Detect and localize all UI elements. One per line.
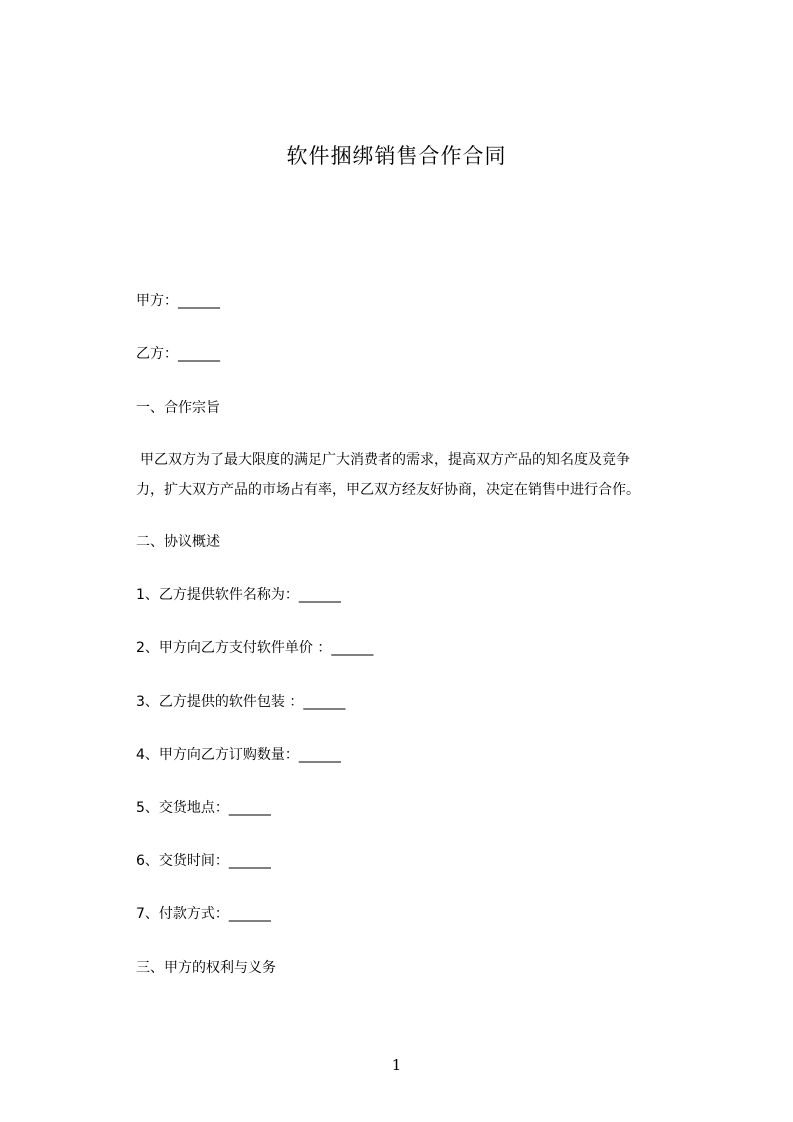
section-1-paragraph-line-2: 力，扩大双方产品的市场占有率，甲乙双方经友好协商，决定在销售中进行合作。 <box>136 482 640 498</box>
agreement-item-4: 4、甲方向乙方订购数量：______ <box>136 747 341 763</box>
agreement-item-5: 5、交货地点：______ <box>136 800 271 816</box>
section-1-heading: 一、合作宗旨 <box>136 400 220 416</box>
section-1-paragraph-line-1: 甲乙双方为了最大限度的满足广大消费者的需求，提高双方产品的知名度及竞争 <box>140 452 630 468</box>
agreement-item-6: 6、交货时间：______ <box>136 853 271 869</box>
section-3-heading: 三、甲方的权利与义务 <box>136 960 276 976</box>
agreement-item-1: 1、乙方提供软件名称为：______ <box>136 587 341 603</box>
party-b-line: 乙方：______ <box>136 346 220 362</box>
party-a-line: 甲方：______ <box>136 293 220 309</box>
page-number: 1 <box>391 1056 402 1074</box>
agreement-item-2: 2、甲方向乙方支付软件单价 ：______ <box>136 640 374 656</box>
agreement-item-7: 7、付款方式：______ <box>136 906 271 922</box>
document-title: 软件捆绑销售合作合同 <box>286 144 507 168</box>
section-2-heading: 二、协议概述 <box>136 534 220 550</box>
section-1-paragraph <box>136 445 666 505</box>
agreement-item-3: 3、乙方提供的软件包装 ：______ <box>136 694 346 710</box>
